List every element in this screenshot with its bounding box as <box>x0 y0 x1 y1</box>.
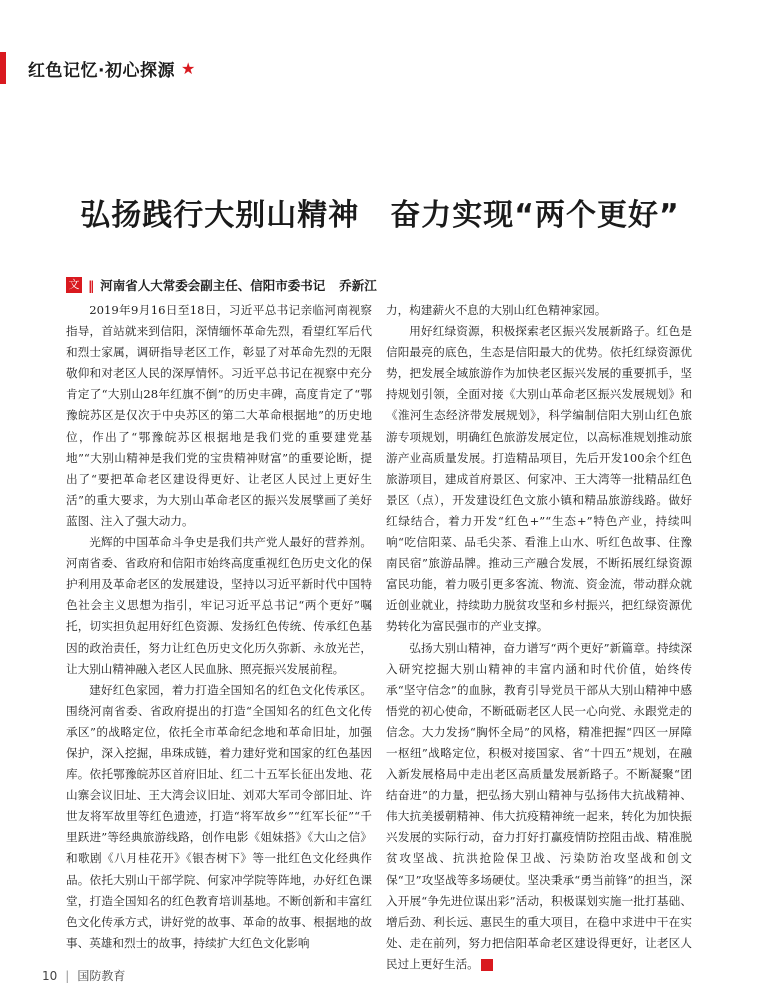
section-accent-bar <box>0 52 6 84</box>
author-name: 乔新江 <box>339 278 377 293</box>
paragraph: 用好红绿资源，积极探索老区振兴发展新路子。红色是信阳最亮的底色，生态是信阳最大的优势。依托红绿资源优势，把发展全域旅游作为加快老区振兴发展的重要抓手，坚持规划引领，全面对接《大别山革命老区振兴发展规划》和《淮河生态经济带发展规划》，科学编制信阳大别山红色旅游专项规划，明确红色旅游发展定位，以高标准规划推动旅游产业高质量发展。打造精品项目，先后开发100余个红色旅游项目，建成首府景区、何家冲、王大湾等一批精品红色景区（点），开发建设红色文旅小镇和精品旅游线路。做好红绿结合，着力开发“红色+”“生态+”特色产业，持续叫响“吃信阳菜、品毛尖茶、看淮上山水、听红色故事、住豫南民宿”旅游品牌。推动三产融合发展，不断拓展红绿资源富民功能，着力吸引更多客流、物流、资金流，带动群众就近创业就业，持续助力脱贫攻坚和乡村振兴，把红绿资源优势转化为富民强市的产业支撑。 <box>386 324 692 634</box>
byline-badge: 文 <box>66 277 82 293</box>
article-title: 弘扬践行大别山精神 奋力实现“两个更好” <box>80 198 680 233</box>
paragraph-text: 弘扬大别山精神，奋力谱写“两个更好”新篇章。持续深入研究挖掘大别山精神的丰富内涵和时代价值，始终传承“坚守信念”的血脉，教育引导党员干部从大别山精神中感悟党的初心使命，不断砥砺老区人民一心向党、永跟党走的信念。大力发扬“胸怀全局”的风格，精准把握“四区一屏障一枢纽”战略定位，积极对接国家、省“十四五”规划，在融入新发展格局中走出老区高质量发展新路子。不断凝聚“团结奋进”的力量，把弘扬大别山精神与弘扬伟大抗战精神、伟大抗美援朝精神、伟大抗疫精神统一起来，转化为加快振兴发展的实际行动，奋力打好打赢疫情防控阻击战、精准脱贫攻坚战、抗洪抢险保卫战、污染防治攻坚战和创文保“卫”攻坚战等多场硬仗。坚决秉承“勇当前锋”的担当，深入开展“争先进位谋出彩”活动，积极谋划实施一批打基础、增后劲、利长远、惠民生的重大项目，在稳中求进中干在实处、走在前列，努力把信阳革命老区建设得更好，让老区人民过上更好生活。 <box>386 640 692 971</box>
left-column <box>66 300 372 954</box>
magazine-name: 国防教育 <box>77 969 126 983</box>
author-position: 河南省人大常委会副主任、信阳市委书记 <box>100 278 326 293</box>
paragraph: 光辉的中国革命斗争史是我们共产党人最好的营养剂。河南省委、省政府和信阳市始终高度重视红色历史文化的保护利用及革命老区的发展建设，坚持以习近平新时代中国特色社会主义思想为指引，牢记习近平总书记“两个更好”嘱托，切实担负起用好红色资源、发扬红色传统、传承红色基因的政治责任，努力让红色历史文化历久弥新、永放光芒，让大别山精神融入老区人民血脉、照亮振兴发展前程。 <box>66 535 372 676</box>
section-header <box>28 53 209 83</box>
byline-separator: ‖ <box>88 277 95 293</box>
end-mark-icon: G <box>481 959 493 971</box>
page-footer <box>42 967 125 984</box>
paragraph: 建好红色家园，着力打造全国知名的红色文化传承区。围绕河南省委、省政府提出的打造“全国知名的红色文化传承区”的战略定位，依托全市革命纪念地和革命旧址，加强保护，深入挖掘，串珠成链，着力建好党和国家的红色基因库。依托鄂豫皖苏区首府旧址、红二十五军长征出发地、花山寨会议旧址、王大湾会议旧址、刘邓大军司令部旧址、许世友将军故里等红色遗迹，打造“将军故乡”“红军长征”“千里跃进”等经典旅游线路，创作电影《姐妹搭》《大山之信》和歌剧《八月桂花开》《银杏树下》等一批红色文化经典作品。依托大别山干部学院、何家冲学院等阵地，办好红色课堂，打造全国知名的红色教育培训基地。不断创新和丰富红色文化传承方式，讲好党的故事、革命的故事、根据地的故事、英雄和烈士的故事，持续扩大红色文化影响 <box>66 682 372 950</box>
byline <box>66 276 377 294</box>
star-icon: ★ <box>180 58 196 78</box>
paragraph <box>386 638 692 976</box>
paragraph: 力，构建薪火不息的大别山红色精神家园。 <box>386 303 607 317</box>
right-column <box>386 300 692 975</box>
section-label: 红色记忆·初心探源 <box>28 60 175 81</box>
footer-separator: | <box>65 968 70 983</box>
page-number: 10 <box>42 968 58 983</box>
paragraph: 2019年9月16日至18日，习近平总书记亲临河南视察指导，首站就来到信阳，深情缅怀革命先烈，看望红军后代和烈士家属，调研指导老区工作，彰显了对革命先烈的无限敬仰和对老区人民的深厚情怀。习近平总书记在视察中充分肯定了“大别山28年红旗不倒”的历史丰碑，高度肯定了“鄂豫皖苏区是仅次于中央苏区的第二大革命根据地”的历史地位，作出了“鄂豫皖苏区根据地是我们党的重要建党基地”“大别山精神是我们党的宝贵精神财富”的重要论断，提出了“要把革命老区建设得更好、让老区人民过上更好生活”的重大要求，为大别山革命老区的振兴发展擘画了美好蓝图、注入了强大动力。 <box>66 303 372 528</box>
